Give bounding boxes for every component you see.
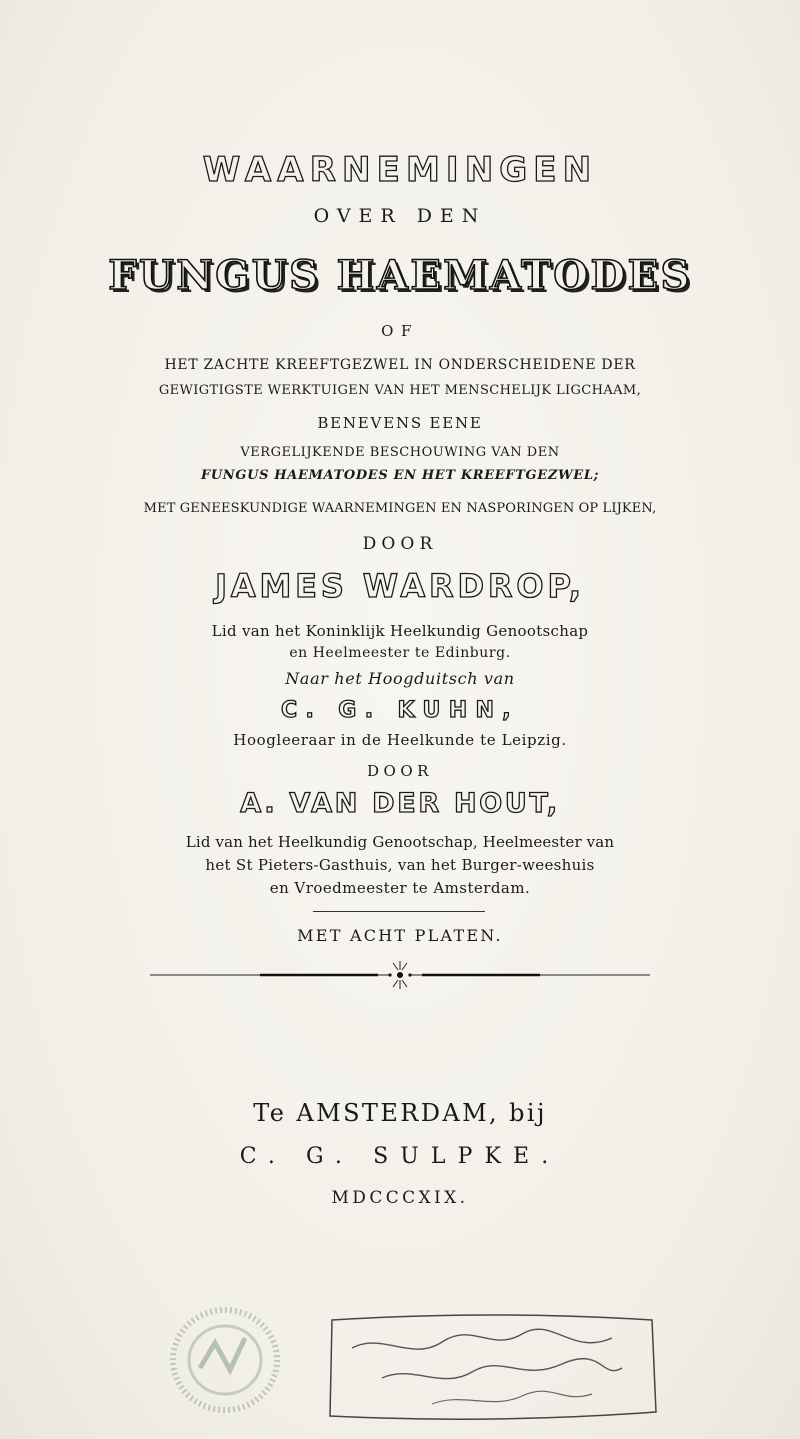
- subtitle-line-4: VERGELIJKENDE BESCHOUWING VAN DEN: [240, 445, 560, 460]
- imprint-publisher: C. G. SULPKE.: [239, 1144, 561, 1169]
- subtitle-line-5: FUNGUS HAEMATODES EN HET KREEFTGEZWEL;: [200, 468, 600, 483]
- author-by-label: DOOR: [362, 534, 438, 554]
- after-label: Naar het Hoogduitsch van: [285, 669, 515, 688]
- title-line-of: OF: [381, 322, 419, 340]
- author-desc-2: en Heelmeester te Edinburg.: [289, 645, 511, 661]
- translator2-desc-1: Lid van het Heelkundig Genootschap, Heelmeester van: [185, 833, 615, 851]
- translator2-name: A. VAN DER HOUT,: [240, 788, 560, 819]
- short-rule: [313, 911, 485, 912]
- library-stamp-icon: [160, 1298, 290, 1418]
- handwritten-signature-icon: [322, 1312, 662, 1424]
- imprint-year: MDCCCXIX.: [331, 1188, 469, 1208]
- translator1-name: C. G. KUHN,: [281, 698, 519, 723]
- imprint-city-line: Te AMSTERDAM, bij: [253, 1099, 547, 1127]
- author-name: JAMES WARDROP,: [215, 567, 585, 605]
- ornamental-divider: [150, 958, 650, 992]
- title-line-waarnemingen: WAARNEMINGEN: [202, 150, 598, 190]
- translator2-by-label: DOOR: [367, 762, 433, 780]
- subtitle-line-3: BENEVENS EENE: [317, 414, 483, 432]
- translator1-desc: Hoogleeraar in de Heelkunde te Leipzig.: [233, 731, 567, 749]
- subtitle-line-6: MET GENEESKUNDIGE WAARNEMINGEN EN NASPORINGEN OP LIJKEN,: [143, 501, 657, 516]
- title-line-over-den: OVER DEN: [313, 205, 487, 227]
- translator2-desc-3: en Vroedmeester te Amsterdam.: [269, 879, 531, 897]
- translator2-desc-2: het St Pieters-Gasthuis, van het Burger-weeshuis: [205, 856, 595, 874]
- title-line-fungus-haematodes: FUNGUS HAEMATODES: [108, 252, 692, 299]
- author-desc-1: Lid van het Koninklijk Heelkundig Genootschap: [211, 622, 589, 640]
- subtitle-line-1: HET ZACHTE KREEFTGEZWEL IN ONDERSCHEIDENE DER: [164, 357, 636, 373]
- plates-note: MET ACHT PLATEN.: [297, 926, 503, 945]
- subtitle-line-2: GEWIGTIGSTE WERKTUIGEN VAN HET MENSCHELIJK LIGCHAAM,: [158, 383, 642, 398]
